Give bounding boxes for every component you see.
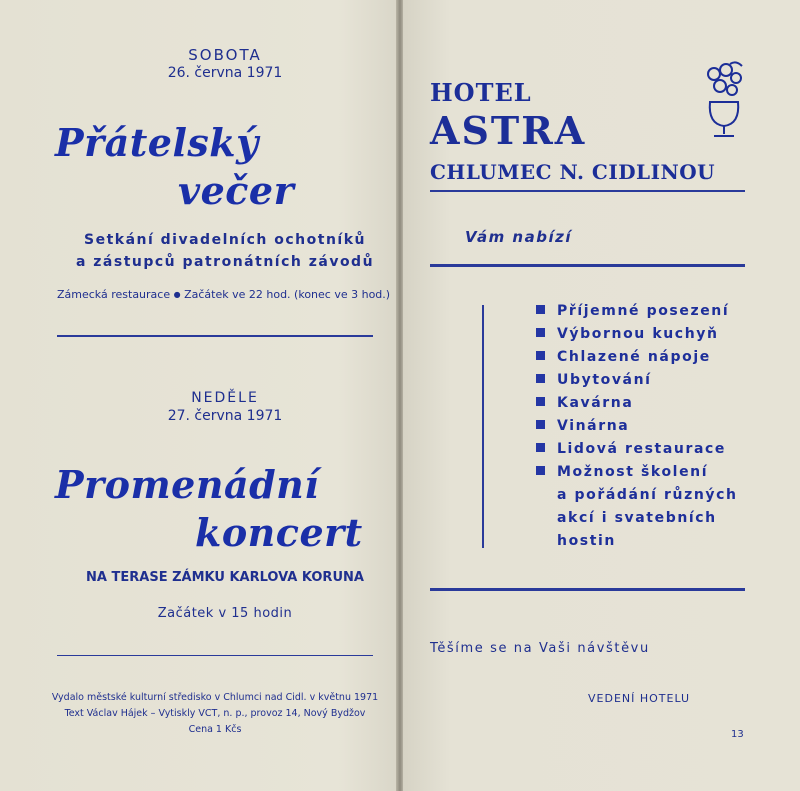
offer-item: Lidová restaurace [536,441,726,457]
offer-continuation: hostin [557,533,616,549]
saturday-date: 26. června 1971 [167,65,283,81]
offer-item: Možnost školení [536,464,708,480]
offers-vertical-line [482,305,484,548]
hotel-name: ASTRA [430,108,587,153]
signature: VEDENÍ HOTELU [588,692,691,705]
right-divider-title [430,190,745,192]
hotel-town: CHLUMEC N. CIDLINOU [430,160,716,184]
wine-glass-icon [700,60,750,140]
saturday-place-time [57,288,390,301]
offer-continuation: a pořádání různých [557,487,738,503]
offer-item: Příjemné posezení [536,303,729,319]
imprint-line1: Vydalo městské kulturní středisko v Chlumci nad Cidl. v květnu 1971 [51,692,379,703]
right-divider-offers [430,264,745,267]
sunday-title-line1: Promenádní [55,462,320,507]
offer-item: Ubytování [536,372,652,388]
sunday-day: NEDĚLE [191,390,259,406]
imprint-line2: Text Václav Hájek – Vytiskly VCT, n. p., provoz 14, Nový Bydžov [64,708,366,719]
offer-item: Kavárna [536,395,633,411]
saturday-place: Zámecká restaurace [57,288,171,301]
saturday-title-line2: večer [178,168,295,213]
sunday-venue: NA TERASE ZÁMKU KARLOVA KORUNA [86,570,364,585]
bullet-dot: ● [173,290,181,299]
saturday-desc-line2: a zástupců patronátních závodů [75,254,375,270]
imprint-line3: Cena 1 Kčs [188,724,242,735]
page-number: 13 [731,729,744,740]
offers-heading: Vám nabízí [465,228,572,246]
saturday-day: SOBOTA [188,46,262,64]
right-divider-bottom [430,588,745,591]
left-divider-1 [57,335,373,337]
saturday-time: Začátek ve 22 hod. (konec ve 3 hod.) [184,288,391,301]
offer-continuation: akcí i svatebních [557,510,717,526]
sunday-time: Začátek v 15 hodin [157,606,293,621]
hotel-label: HOTEL [430,78,532,107]
offer-item: Vinárna [536,418,629,434]
offer-item: Chlazené nápoje [536,349,711,365]
offers-list [536,300,756,560]
saturday-title-line1: Přátelský [55,120,259,165]
welcome-text: Těšíme se na Vaši návštěvu [430,641,650,656]
sunday-title-line2: koncert [195,510,363,555]
saturday-desc-line1: Setkání divadelních ochotníků [83,232,367,248]
sunday-date: 27. června 1971 [167,408,283,424]
offer-item: Výbornou kuchyň [536,326,719,342]
left-divider-2 [57,655,373,656]
